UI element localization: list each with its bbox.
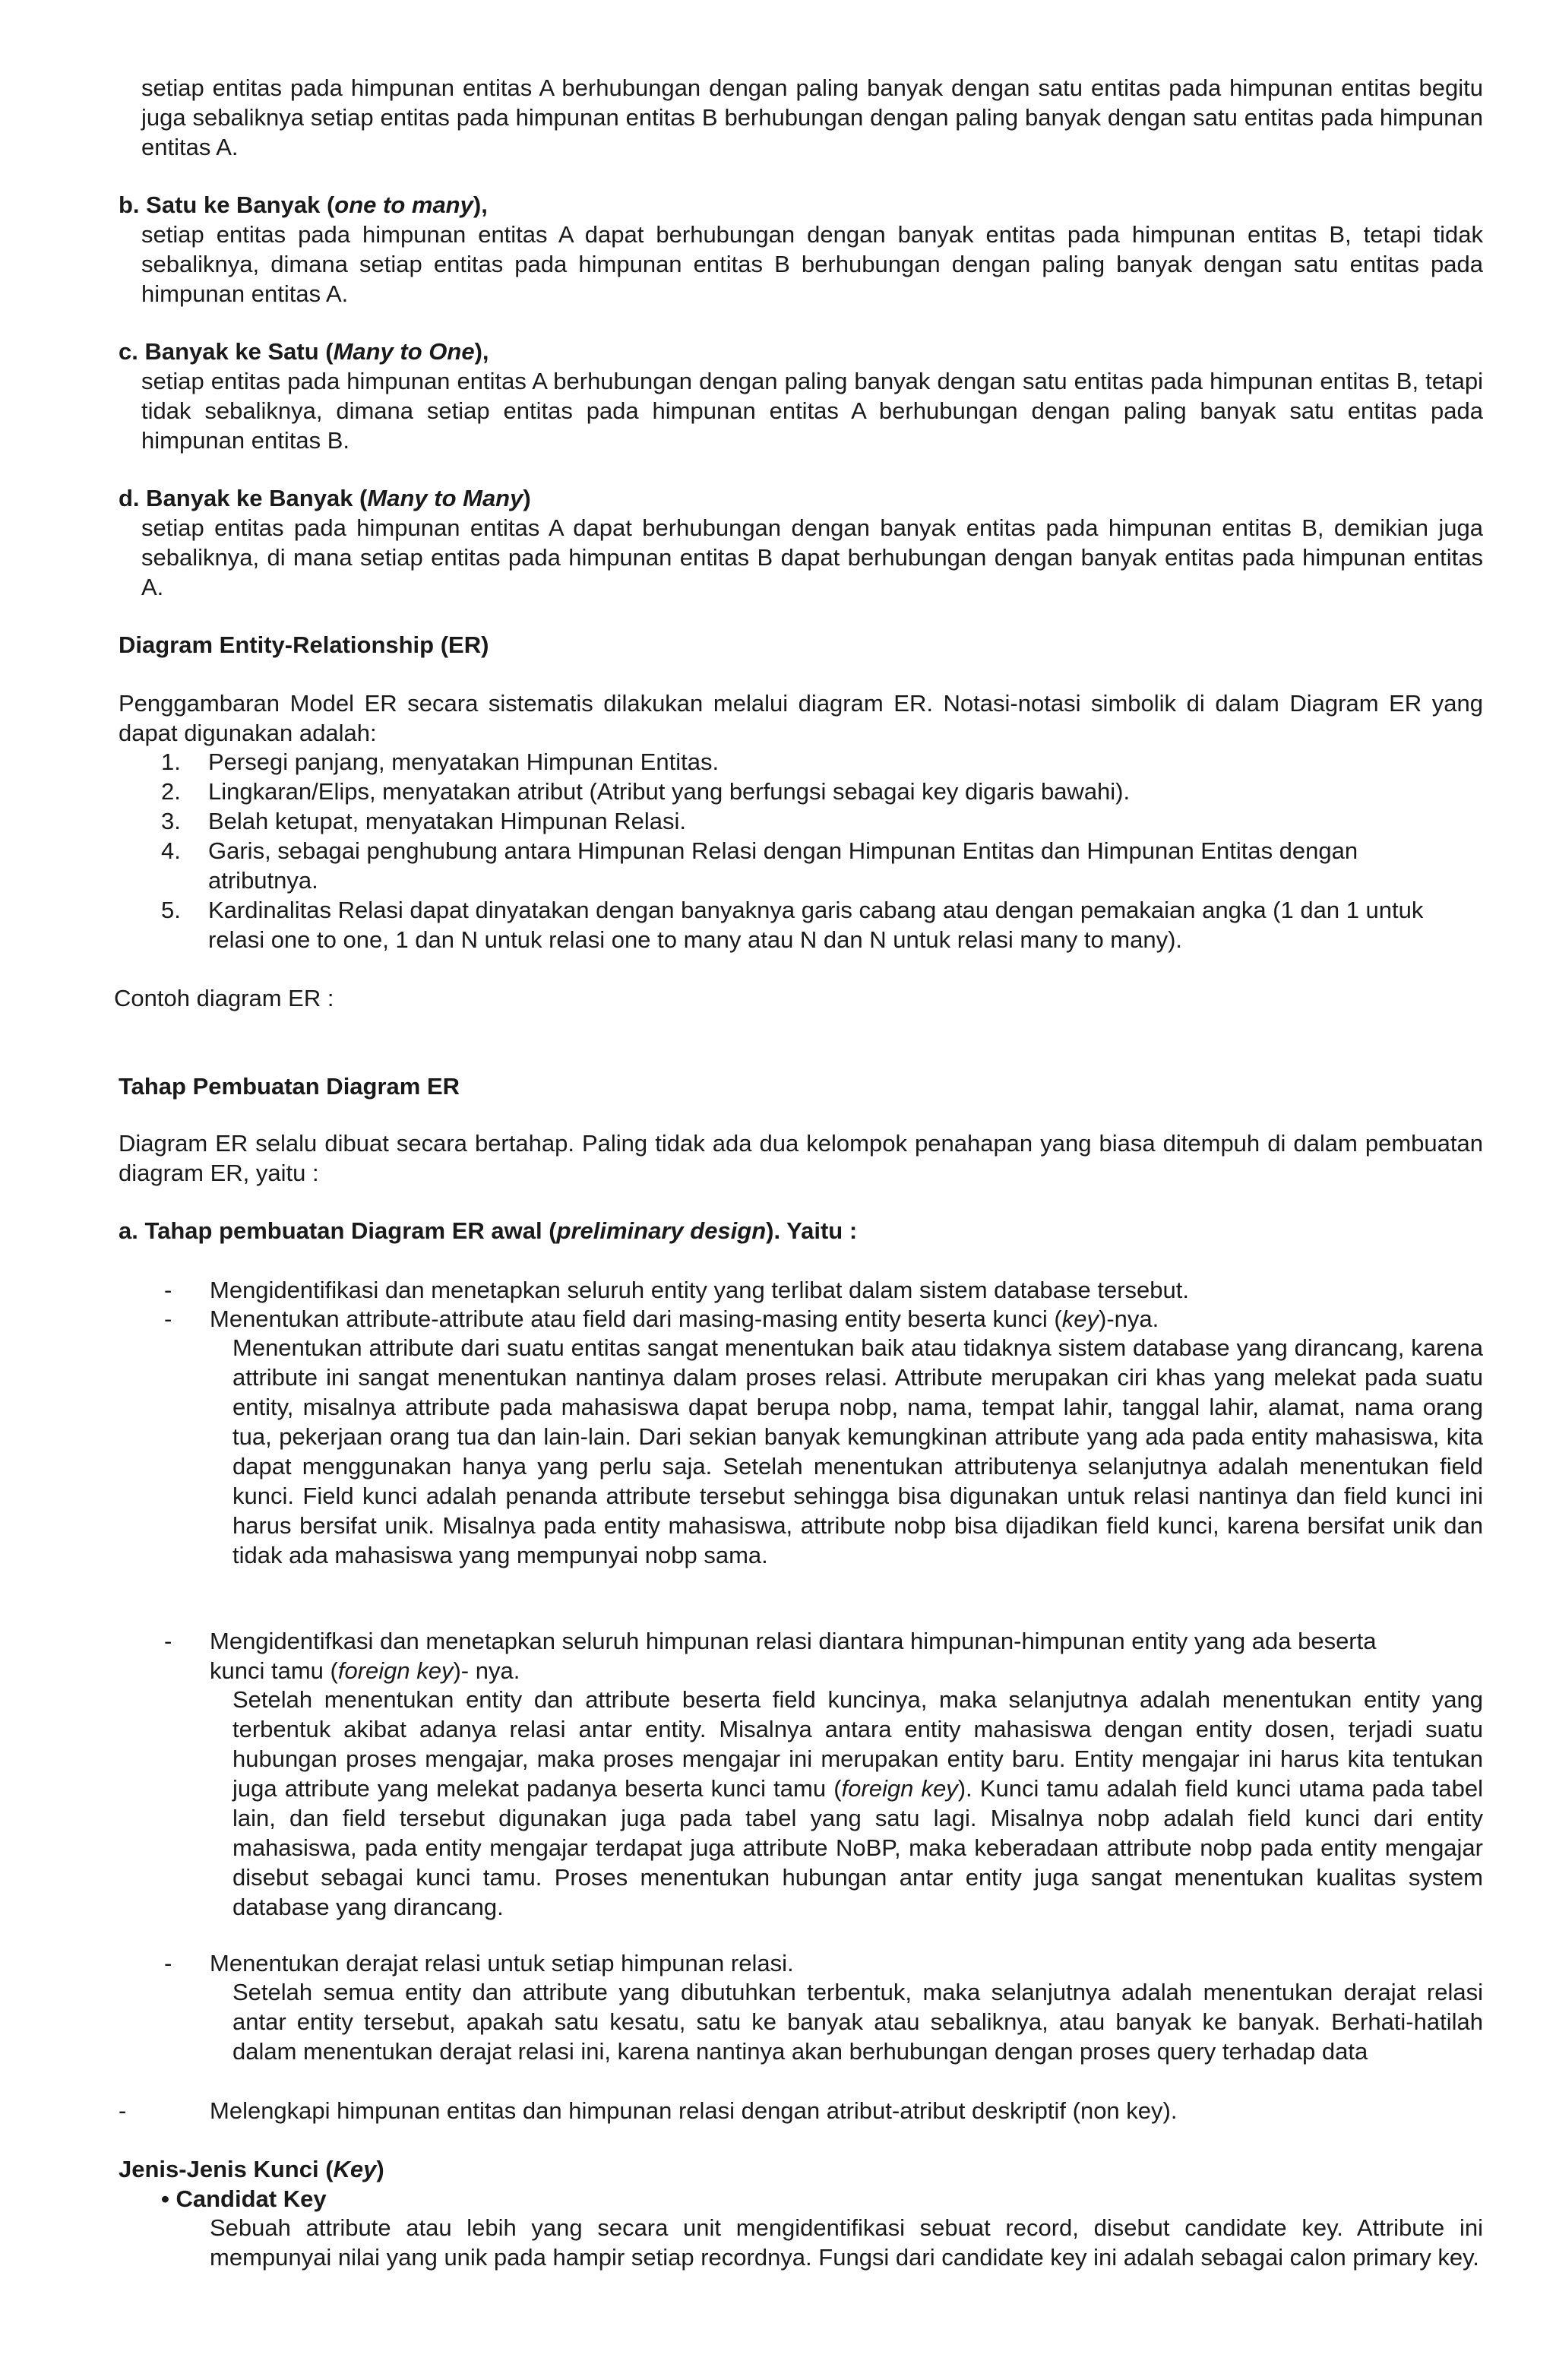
one-to-many-label: b. Satu ke Banyak (one to many), [119, 191, 488, 218]
tahap-heading: Tahap Pembuatan Diagram ER [119, 1073, 460, 1100]
dash-bullet: - [164, 1950, 172, 1976]
step-attributes-detail: Menentukan attribute dari suatu entitas sangat menentukan baik atau tidaknya sistem database yang dirancang, karena attribute ini sangat menentukan nantinya dalam proses relasi. Attribute merupakan ciri khas yang melekat pada suatu entity, misalnya attribute pada mahasiswa dapat berupa nobp, nama, tempat lahir, tanggal lahir, alamat, nama orang tua, pekerjaan orang tua dan lain-lain. Dari sekian banyak kemungkinan attribute yang ada pada entity mahasiswa, kita dapat menggunakan hanya yang perlu saja. Setelah menentukan attributenya selanjutnya adalah menentukan field kunci. Field kunci adalah penanda attribute tersebut sehingga bisa digunakan untuk relasi nantinya dan field kunci ini harus bersifat unik. Misalnya pada entity mahasiswa, attribute nobp bisa dijadikan field kunci, karena bersifat unik dan tidak ada mahasiswa yang mempunyai nobp sama. [232, 1334, 1483, 1568]
list-item: Lingkaran/Elips, menyatakan atribut (Atribut yang berfungsi sebagai key digaris bawahi). [208, 778, 1131, 805]
one-to-many-body: setiap entitas pada himpunan entitas A dapat berhubungan dengan banyak entitas pada himpunan entitas B, tetapi tidak sebaliknya, dimana setiap entitas pada himpunan entitas B berhubungan dengan paling banyak dengan satu entitas pada himpunan entitas A. [141, 221, 1483, 307]
step-attributes: Menentukan attribute-attribute atau field dari masing-masing entity beserta kunci (key)-nya. [210, 1306, 1159, 1332]
dash-bullet: - [164, 1306, 172, 1332]
list-item: Kardinalitas Relasi dapat dinyatakan dengan banyaknya garis cabang atau dengan pemakaian angka (1 dan 1 untuk relasi one to one, 1 dan N untuk relasi one to many atau N dan N untuk relasi many to many). [208, 897, 1424, 953]
step-identify-entities: Mengidentifikasi dan menetapkan seluruh entity yang terlibat dalam sistem database tersebut. [210, 1277, 1189, 1303]
many-to-one-label: c. Banyak ke Satu (Many to One), [119, 338, 489, 365]
step-relations-line1: Mengidentifkasi dan menetapkan seluruh himpunan relasi diantara himpunan-himpunan entity yang ada beserta [210, 1628, 1377, 1654]
dash-bullet: - [164, 1628, 172, 1654]
list-number: 3. [161, 808, 181, 834]
list-number: 4. [161, 837, 181, 864]
tahap-intro: Diagram ER selalu dibuat secara bertahap. Paling tidak ada dua kelompok penahapan yang biasa ditempuh di dalam pembuatan diagram ER, yaitu : [119, 1130, 1483, 1186]
er-example-label: Contoh diagram ER : [114, 985, 334, 1011]
dash-bullet: - [164, 1277, 172, 1303]
tahap-sub-a: a. Tahap pembuatan Diagram ER awal (preliminary design). Yaitu : [119, 1217, 858, 1244]
step-degree-detail: Setelah semua entity dan attribute yang dibutuhkan terbentuk, maka selanjutnya adalah menentukan derajat relasi antar entity tersebut, apakah satu kesatu, satu ke banyak atau sebaliknya, atau banyak ke banyak. Berhati-hatilah dalam menentukan derajat relasi ini, karena nantinya akan berhubungan dengan proses query terhadap data [232, 1979, 1483, 2065]
bullet-icon: • [161, 2185, 169, 2212]
list-number: 5. [161, 897, 181, 923]
er-diagram-heading: Diagram Entity-Relationship (ER) [119, 631, 489, 658]
many-to-many-body: setiap entitas pada himpunan entitas A dapat berhubungan dengan banyak entitas pada himpunan entitas B, demikian juga sebaliknya, di mana setiap entitas pada himpunan entitas B dapat berhubungan dengan banyak entitas pada himpunan entitas A. [141, 514, 1483, 600]
one-to-one-body: setiap entitas pada himpunan entitas A berhubungan dengan paling banyak dengan satu entitas pada himpunan entitas begitu juga sebaliknya setiap entitas pada himpunan entitas B berhubungan dengan paling banyak dengan satu entitas pada himpunan entitas A. [141, 74, 1483, 160]
list-number: 2. [161, 778, 181, 805]
step-relations-line2: kunci tamu (foreign key)- nya. [210, 1657, 520, 1684]
step-degree: Menentukan derajat relasi untuk setiap himpunan relasi. [210, 1950, 794, 1976]
list-item: Persegi panjang, menyatakan Himpunan Entitas. [208, 748, 719, 775]
step-relations-detail: Setelah menentukan entity dan attribute beserta field kuncinya, maka selanjutnya adalah menentukan entity yang terbentuk akibat adanya relasi antar entity. Misalnya antara entity mahasiswa dengan entity dosen, terjadi suatu hubungan proses mengajar, maka proses mengajar ini merupakan entity baru. Entity mengajar ini harus kita tentukan juga attribute yang melekat padanya beserta kunci tamu (foreign key). Kunci tamu adalah field kunci utama pada tabel lain, dan field tersebut digunakan juga pada tabel yang satu lagi. Misalnya nobp adalah field kunci dari entity mahasiswa, pada entity mengajar terdapat juga attribute NoBP, maka keberadaan attribute nobp pada entity mengajar disebut sebagai kunci tamu. Proses menentukan hubungan antar entity juga sangat menentukan kualitas system database yang dirancang. [232, 1686, 1484, 1920]
dash-bullet: - [119, 2097, 127, 2124]
many-to-many-label: d. Banyak ke Banyak (Many to Many) [119, 485, 531, 511]
many-to-one-body: setiap entitas pada himpunan entitas A berhubungan dengan paling banyak dengan satu entitas pada himpunan entitas B, tetapi tidak sebaliknya, dimana setiap entitas pada himpunan entitas A berhubungan dengan paling banyak satu entitas pada himpunan entitas B. [141, 368, 1483, 454]
er-diagram-intro: Penggambaran Model ER secara sistematis dilakukan melalui diagram ER. Notasi-notasi simbolik di dalam Diagram ER yang dapat digunakan adalah: [119, 690, 1483, 746]
candidat-key-body: Sebuah attribute atau lebih yang secara unit mengidentifikasi sebuat record, disebut candidate key. Attribute ini mempunyai nilai yang unik pada hampir setiap recordnya. Fungsi dari candidate key ini adalah sebagai calon primary key. [210, 2214, 1483, 2271]
list-item: Belah ketupat, menyatakan Himpunan Relasi. [208, 808, 686, 834]
list-item: Garis, sebagai penghubung antara Himpunan Relasi dengan Himpunan Entitas dan Himpunan Entitas dengan atributnya. [208, 837, 1358, 894]
step-complete-attributes: Melengkapi himpunan entitas dan himpunan relasi dengan atribut-atribut deskriptif (non key). [210, 2097, 1178, 2124]
key-types-heading: Jenis-Jenis Kunci (Key) [119, 2156, 384, 2182]
list-number: 1. [161, 748, 181, 775]
candidat-key-label: • Candidat Key [161, 2185, 327, 2212]
